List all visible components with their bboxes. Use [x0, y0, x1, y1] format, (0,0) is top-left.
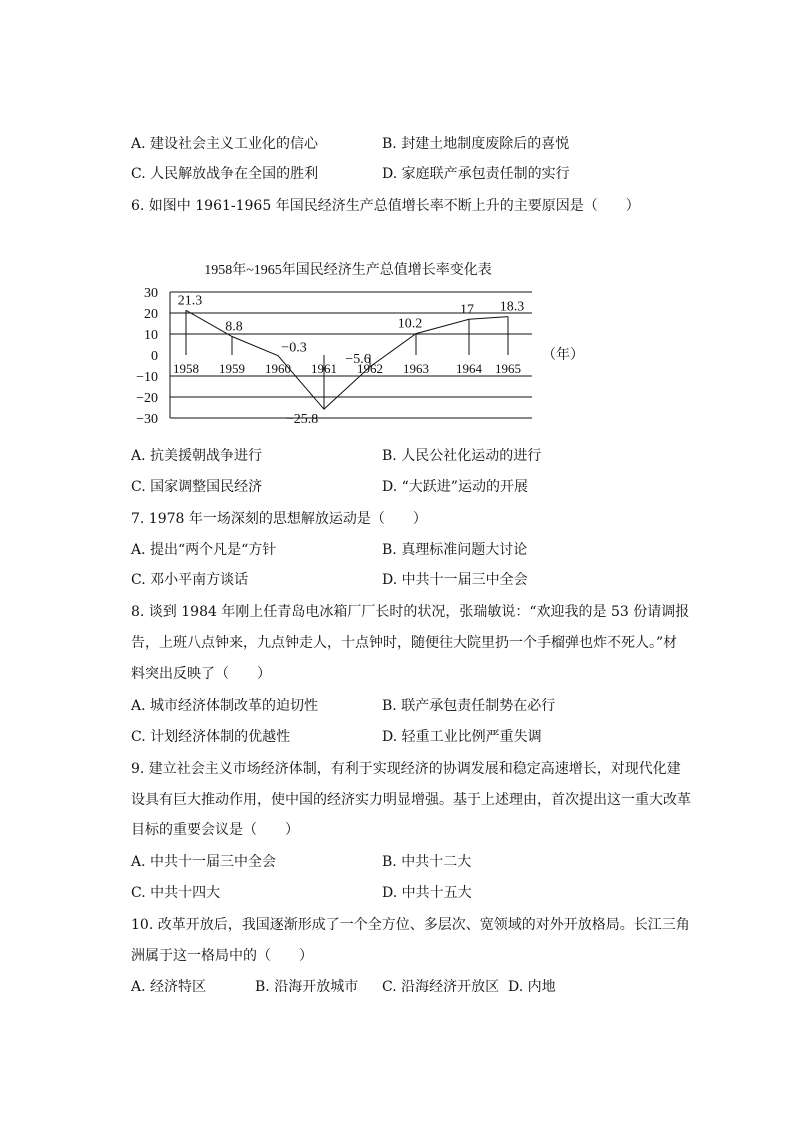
q8-option-c: C. 计划经济体制的优越性 [131, 729, 291, 745]
q10-option-b: B. 沿海开放城市 [255, 979, 359, 995]
q7-option-b: B. 真理标准问题大讨论 [382, 542, 528, 558]
y-tick-label: −30 [136, 412, 158, 427]
q5-option-c: C. 人民解放战争在全国的胜利 [131, 166, 319, 182]
q8-line-3: 料突出反映了（ ） [131, 666, 271, 682]
y-tick-label: 20 [144, 307, 158, 322]
q6-option-c: C. 国家调整国民经济 [131, 479, 263, 495]
x-axis-unit: （年） [542, 348, 584, 363]
y-tick-label: −20 [136, 391, 158, 406]
q9-line-3: 目标的重要会议是（ ） [131, 822, 299, 838]
q10-option-a: A. 经济特区 [131, 979, 207, 995]
q10-line-2: 洲属于这一格局中的（ ） [131, 948, 313, 964]
q9-line-2: 设具有巨大推动作用，使中国的经济实力明显增强。基于上述理由，首次提出这一重大改革 [131, 792, 691, 808]
data-label: 8.8 [225, 319, 243, 335]
data-label: 17 [460, 302, 474, 318]
q9-line-1: 9. 建立社会主义市场经济体制，有利于实现经济的协调发展和稳定高速增长，对现代化建 [131, 761, 681, 777]
q7-option-d: D. 中共十一届三中全会 [382, 572, 528, 588]
x-tick-label: 1960 [265, 361, 291, 376]
data-label: −0.3 [281, 340, 307, 356]
data-label: 18.3 [499, 299, 525, 315]
q6-option-d: D. “大跃进”运动的开展 [382, 479, 528, 495]
q8-option-d: D. 轻重工业比例严重失调 [382, 729, 542, 745]
q10-option-d: D. 内地 [508, 979, 556, 995]
q9-option-a: A. 中共十一届三中全会 [131, 854, 277, 870]
q8-option-a: A. 城市经济体制改革的迫切性 [131, 698, 319, 714]
q8-line-2: 告，上班八点钟来，九点钟走人，十点钟时，随便往大院里扔一个手榴弹也炸不死人。”材 [131, 635, 678, 651]
q9-option-c: C. 中共十四大 [131, 885, 221, 901]
q5-option-d: D. 家庭联产承包责任制的实行 [382, 166, 570, 182]
q7-option-a: A. 提出“两个凡是“方针 [131, 542, 277, 558]
y-tick-label: 0 [151, 349, 158, 364]
q10-options-row [131, 977, 556, 997]
q7-stem: 7. 1978 年一场深刻的思想解放运动是（ ） [131, 511, 427, 527]
growth-rate-chart [130, 255, 600, 430]
q9-option-d: D. 中共十五大 [382, 885, 472, 901]
q7-option-c: C. 邓小平南方谈话 [131, 572, 249, 588]
q10-option-c: C. 沿海经济开放区 [382, 979, 500, 995]
y-tick-label: −10 [136, 370, 158, 385]
q8-option-b: B. 联产承包责任制势在必行 [382, 698, 556, 714]
q6-option-b: B. 人民公社化运动的进行 [382, 448, 542, 464]
x-tick-label: 1964 [456, 361, 482, 376]
data-label: 10.2 [397, 316, 423, 332]
y-tick-label: 30 [144, 286, 158, 301]
q8-line-1: 8. 谈到 1984 年刚上任青岛电冰箱厂厂长时的状况，张瑞敏说：“欢迎我的是 53 份请调报 [131, 604, 690, 620]
data-label: 21.3 [177, 293, 203, 309]
q6-option-a: A. 抗美援朝战争进行 [131, 448, 263, 464]
x-tick-label: 1958 [173, 361, 199, 376]
q5-option-a: A. 建设社会主义工业化的信心 [131, 136, 319, 152]
chart-title: 1958年~1965年国民经济生产总值增长率变化表 [204, 263, 492, 278]
data-label: −25.8 [285, 412, 319, 428]
q10-line-1: 10. 改革开放后，我国逐渐形成了一个全方位、多层次、宽领域的对外开放格局。长江三角 [131, 917, 690, 933]
q9-option-b: B. 中共十二大 [382, 854, 472, 870]
x-tick-label: 1962 [357, 361, 383, 376]
x-tick-label: 1963 [403, 361, 429, 376]
y-tick-label: 10 [144, 328, 158, 343]
data-label: −5.6 [345, 351, 371, 367]
q5-option-b: B. 封建土地制度废除后的喜悦 [382, 136, 570, 152]
q6-stem: 6. 如图中 1961-1965 年国民经济生产总值增长率不断上升的主要原因是（ ） [131, 198, 640, 214]
x-tick-label: 1965 [495, 361, 521, 376]
x-tick-label: 1961 [311, 361, 337, 376]
x-tick-label: 1959 [219, 361, 245, 376]
